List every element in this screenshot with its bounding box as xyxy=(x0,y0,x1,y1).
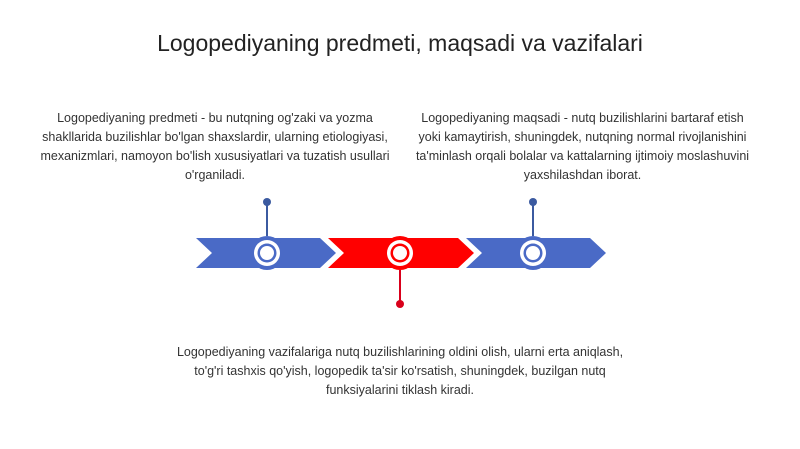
marker-ring-predmeti-center xyxy=(260,246,274,260)
vazifalari-text: Logopediyaning vazifalariga nutq buzilishlarining oldini olish, ularni erta aniqlash, to'g'ri tashxis qo'yish, logopedik ta'sir ko'rsatish, shuningdek, buzilgan nutq funksiyalarini tiklash kiradi. xyxy=(176,345,624,397)
slide-title: Logopediyaning predmeti, maqsadi va vazifalari xyxy=(157,30,643,56)
stem-dot-vazifalari xyxy=(396,300,404,308)
stem-dot-maqsadi xyxy=(529,198,537,206)
maqsadi-text: Logopediyaning maqsadi - nutq buzilishlarini bartaraf etish yoki kamaytirish, shuningdek, nutqning normal rivojlanishini ta'minlash orqali bolalar va kattalarning ijtimoiy moslashuvini yaxshilashdan iborat. xyxy=(415,111,750,182)
predmeti-text: Logopediyaning predmeti - bu nutqning og'zaki va yozma shakllarida buzilishlar bo'lgan shaxslardir, ularning etiologiyasi, mexanizmlari, namoyon bo'lish xususiyatlari va tuzatish usullari o'rganiladi. xyxy=(40,111,390,182)
stem-dot-predmeti xyxy=(263,198,271,206)
marker-ring-maqsadi-center xyxy=(526,246,540,260)
marker-ring-vazifalari-center xyxy=(393,246,407,260)
